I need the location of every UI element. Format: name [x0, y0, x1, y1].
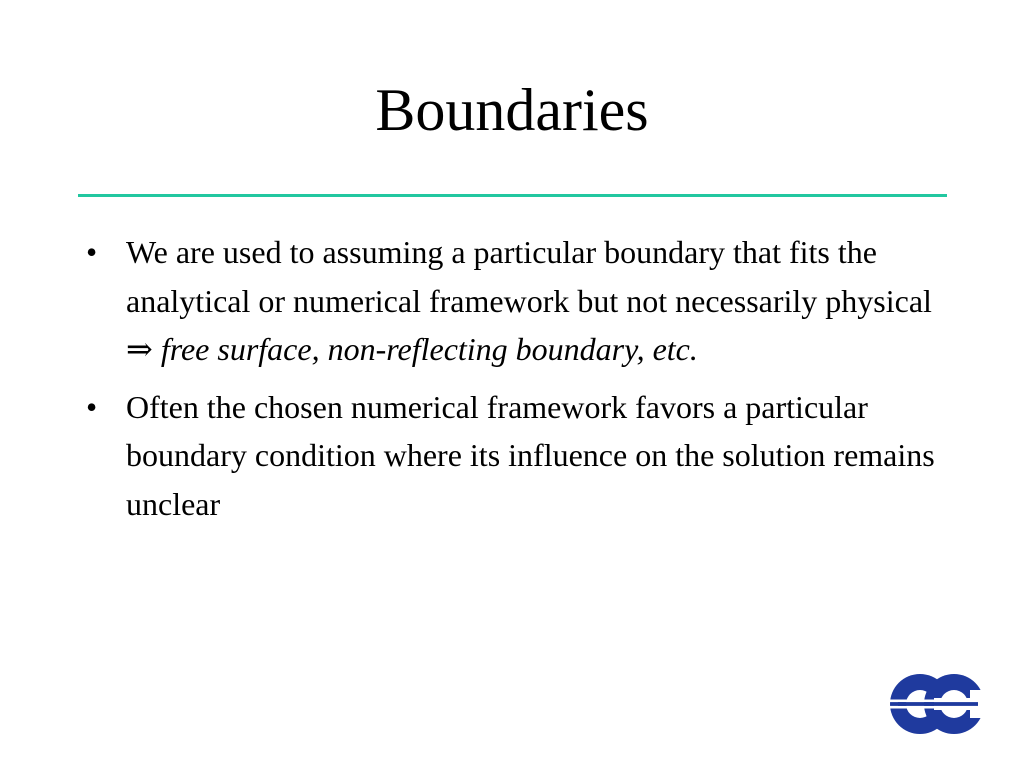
- bullet-2-text: Often the chosen numerical framework favors a particular boundary condition where its influence on the solution remains unclear: [126, 388, 935, 522]
- title-divider: [78, 194, 947, 197]
- bullet-item-2: [86, 383, 966, 529]
- implies-arrow-icon: ⇒: [126, 331, 153, 367]
- ecmwf-logo-icon: [884, 668, 990, 740]
- bullet-1-italic-text: free surface, non-reflecting boundary, etc.: [152, 331, 698, 367]
- bullet-dot-icon: •: [86, 388, 98, 425]
- bullet-item-1: [86, 228, 966, 374]
- bullet-dot-icon: •: [86, 234, 98, 270]
- slide-title: Boundaries: [375, 77, 649, 143]
- bullet-list: [86, 228, 966, 537]
- bullet-1-text: We are used to assuming a particular boundary that fits the analytical or numerical framework but not necessarily physical: [126, 234, 932, 319]
